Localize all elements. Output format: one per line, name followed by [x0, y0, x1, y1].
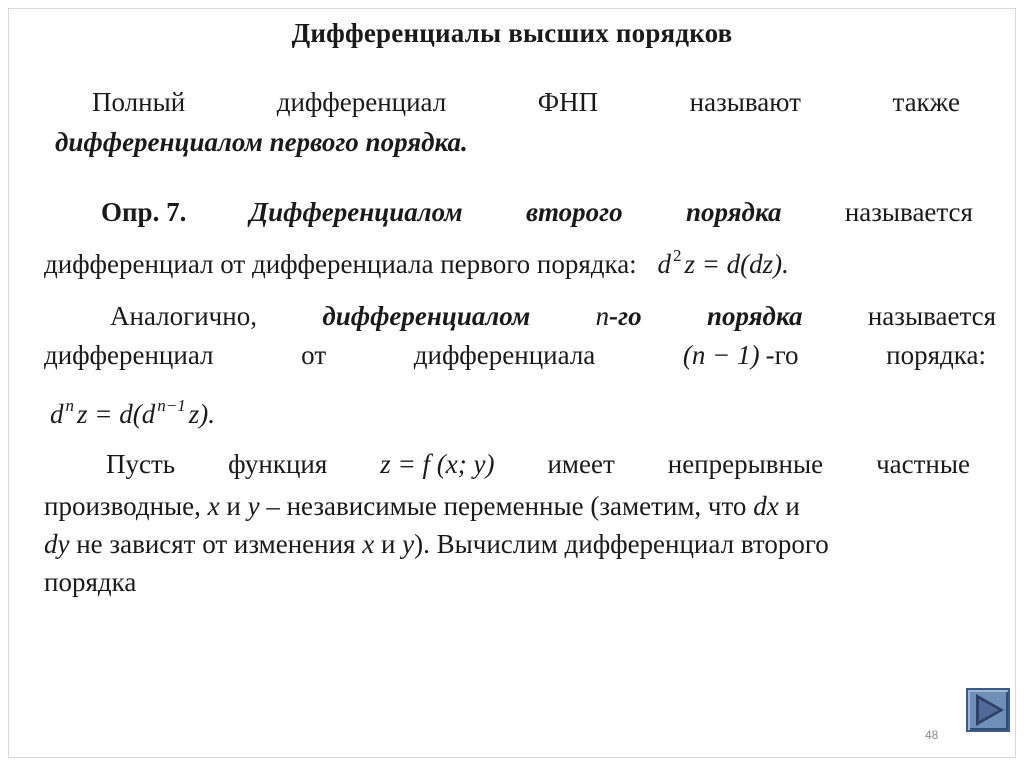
analog-word: дифференциала	[413, 340, 596, 370]
analog-verb: называется	[867, 301, 996, 331]
definition-label: Опр. 7.	[101, 197, 187, 227]
function-word: функция	[228, 449, 328, 479]
analog-order	[683, 339, 799, 371]
formula-d: d	[657, 249, 671, 279]
analog-line-1	[110, 300, 996, 332]
function-text: – независимые переменные (заметим, что	[266, 491, 747, 521]
analog-go: -го	[765, 340, 799, 370]
function-line-1	[106, 448, 970, 480]
intro-word: ФНП	[537, 87, 599, 117]
var-dy: dy	[44, 529, 70, 559]
analog-line-2	[44, 339, 986, 371]
analog-term-n	[596, 300, 642, 332]
definition-line-1	[101, 196, 973, 228]
intro-word: также	[892, 87, 960, 117]
function-word: Пусть	[106, 449, 176, 479]
function-text: и	[380, 529, 396, 559]
function-text: и	[785, 491, 800, 521]
function-word: непрерывные	[667, 449, 824, 479]
analog-term: дифференциалом	[322, 301, 531, 331]
definition-line-2	[44, 240, 789, 280]
var-dx: dx	[753, 491, 779, 521]
analog-term: порядка	[706, 301, 803, 331]
function-line-4: порядка	[44, 567, 137, 597]
definition-term: Дифференциалом	[249, 197, 463, 227]
var-x: x	[362, 529, 375, 559]
formula-exponent: 2	[672, 246, 682, 265]
var-y: y	[402, 529, 415, 559]
next-slide-button[interactable]	[966, 688, 1010, 732]
formula-mid: z = d(d	[77, 399, 156, 429]
slide-title: Дифференциалы высших порядков	[291, 18, 733, 48]
formula-rest: z = d(dz).	[684, 249, 789, 279]
definition-text: дифференциал от дифференциала первого порядка:	[44, 249, 637, 279]
formula-exponent-n: n	[65, 396, 74, 415]
analog-word: Аналогично,	[110, 301, 257, 331]
play-triangle-icon	[968, 690, 1008, 730]
analog-n-minus-1: (n − 1)	[682, 340, 760, 370]
var-x: x	[207, 491, 220, 521]
function-text: ). Вычислим дифференциал второго	[414, 529, 829, 559]
formula-exponent-n-minus-1: n−1	[157, 396, 186, 415]
analog-word: от	[301, 340, 327, 370]
definition-term: второго	[525, 197, 623, 227]
formula-end: z).	[188, 399, 215, 429]
intro-line-2: дифференциалом первого порядка.	[55, 127, 468, 157]
slide-frame	[8, 8, 1016, 758]
definition-term: порядка	[685, 197, 782, 227]
analog-word: порядка:	[886, 340, 986, 370]
var-y: y	[247, 491, 260, 521]
function-word: частные	[876, 449, 970, 479]
intro-word: Полный	[92, 87, 186, 117]
page-number: 48	[925, 728, 939, 742]
function-text: и	[226, 491, 241, 521]
function-word: имеет	[547, 449, 615, 479]
function-text: производные,	[44, 491, 201, 521]
intro-word: называют	[689, 87, 801, 117]
function-text: не зависят от изменения	[76, 529, 356, 559]
function-line-2	[44, 490, 800, 522]
intro-line-1	[92, 86, 960, 118]
definition-verb: называется	[844, 197, 973, 227]
formula-nth-differential	[50, 390, 215, 430]
function-formula: z = f (x; y)	[380, 449, 495, 479]
function-line-3	[44, 528, 829, 560]
intro-word: дифференциал	[276, 87, 447, 117]
analog-n: n	[595, 301, 610, 331]
analog-word: дифференциал	[44, 340, 214, 370]
analog-go: -го	[609, 301, 642, 331]
formula-second-differential	[657, 246, 789, 279]
formula-d: d	[50, 399, 64, 429]
